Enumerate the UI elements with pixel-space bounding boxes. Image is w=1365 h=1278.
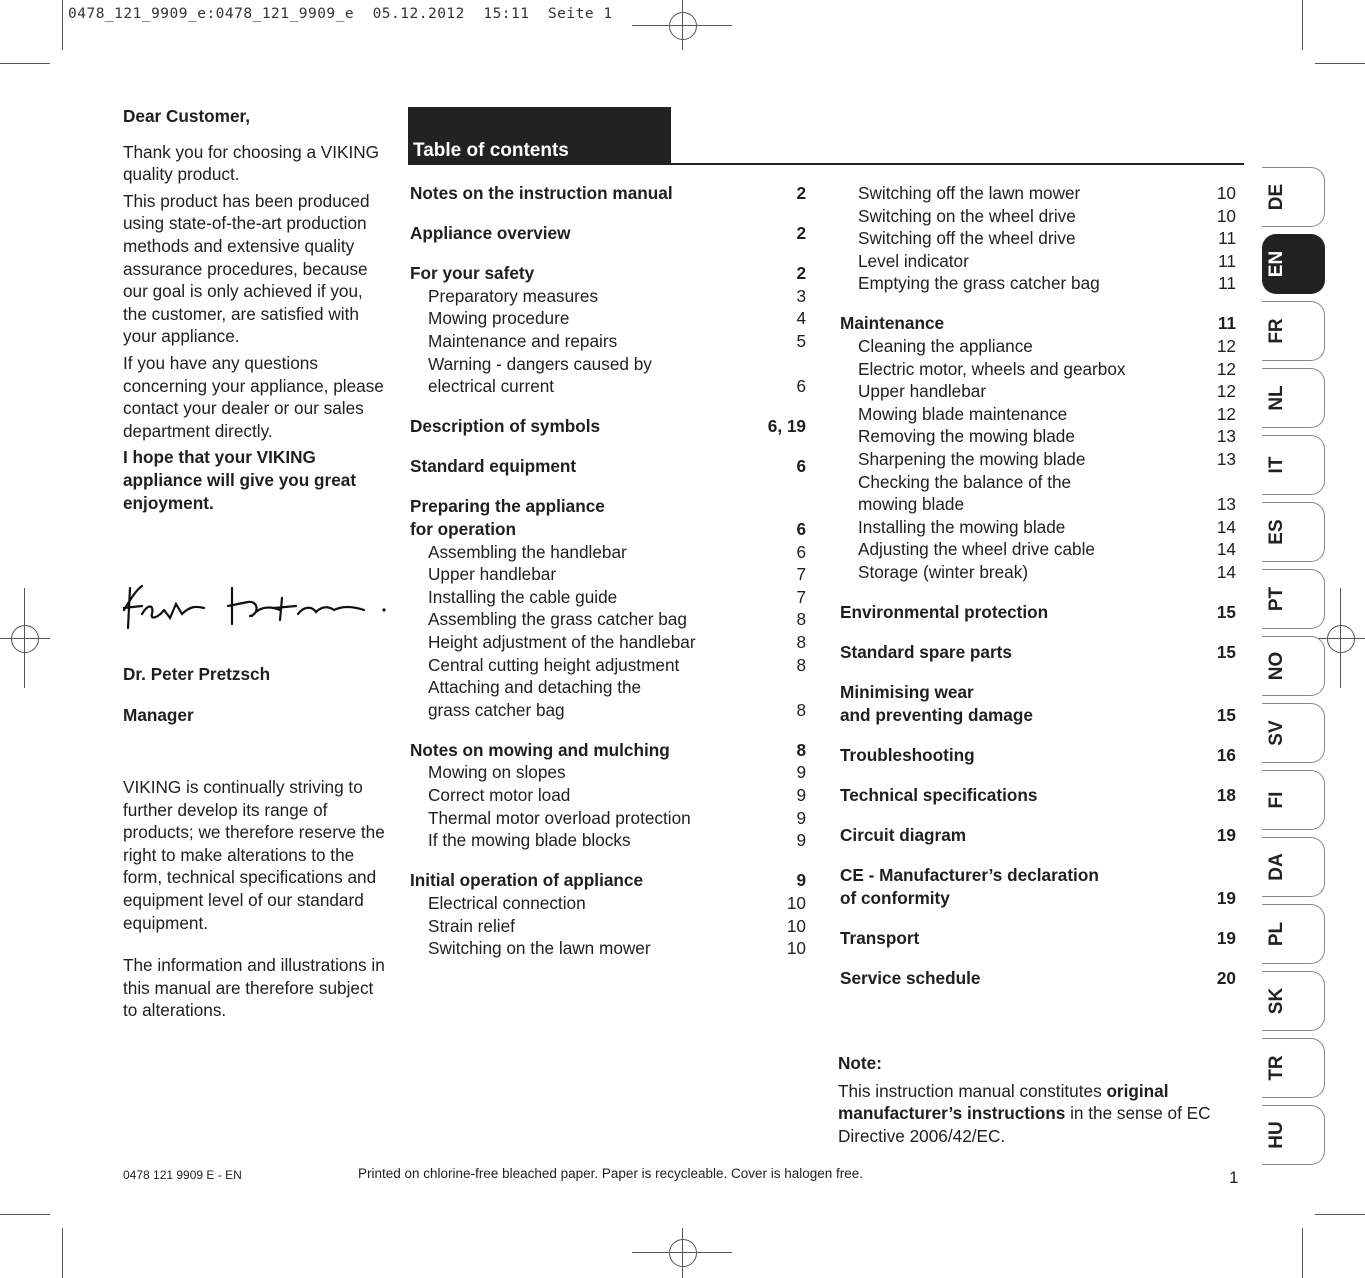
toc-gap bbox=[410, 398, 806, 416]
toc-entry-title: Notes on mowing and mulching bbox=[410, 739, 670, 760]
greeting: Dear Customer, bbox=[123, 106, 251, 126]
toc-entry-title: Sharpening the mowing blade bbox=[858, 449, 1086, 470]
toc-subentry[interactable] bbox=[410, 307, 806, 330]
language-tabs bbox=[1262, 167, 1326, 1172]
toc-entry-title: Correct motor load bbox=[428, 785, 571, 806]
toc-subentry[interactable] bbox=[840, 380, 1236, 403]
toc-subentry[interactable] bbox=[840, 358, 1236, 381]
toc-entry-title: Checking the balance of the bbox=[858, 471, 1072, 492]
toc-section-entry[interactable] bbox=[840, 704, 1236, 727]
toc-entry-title: Transport bbox=[840, 927, 920, 948]
toc-entry-title: Switching on the lawn mower bbox=[428, 938, 651, 959]
toc-entry-title: Mowing procedure bbox=[428, 308, 570, 329]
language-tab-label: HU bbox=[1266, 1121, 1287, 1149]
language-tab-fi[interactable] bbox=[1262, 770, 1325, 830]
note-title: Note: bbox=[838, 1053, 882, 1073]
toc-subentry[interactable] bbox=[410, 563, 806, 586]
toc-section-entry[interactable] bbox=[840, 864, 1236, 887]
disclaimer-paragraph: The information and illustrations in this manual are therefore subject to alterations. bbox=[123, 955, 385, 1021]
language-tab-label: TR bbox=[1266, 1055, 1287, 1081]
toc-entry-title: Level indicator bbox=[858, 250, 969, 271]
toc-entry-title: Upper handlebar bbox=[858, 381, 987, 402]
language-tab-label: DA bbox=[1266, 853, 1287, 881]
toc-subentry[interactable] bbox=[410, 654, 806, 677]
toc-gap bbox=[840, 664, 1236, 682]
toc-subentry[interactable] bbox=[410, 285, 806, 308]
toc-gap bbox=[840, 726, 1236, 744]
toc-entry-page: 13 bbox=[1216, 494, 1236, 515]
toc-entry-page: 11 bbox=[1217, 313, 1236, 334]
intro-column bbox=[123, 105, 388, 518]
toc-entry-title: Mowing on slopes bbox=[428, 762, 566, 783]
toc-entry-title: Removing the mowing blade bbox=[858, 426, 1075, 447]
toc-entry-page: 20 bbox=[1216, 968, 1236, 989]
signer-block bbox=[123, 663, 388, 730]
note-text-a: This instruction manual constitutes bbox=[838, 1080, 1107, 1101]
toc-title: Table of contents bbox=[413, 140, 569, 161]
toc-section-entry[interactable] bbox=[410, 495, 806, 518]
toc-entry-title: Upper handlebar bbox=[428, 564, 557, 585]
language-tab-label: SV bbox=[1266, 720, 1287, 746]
toc-entry-title: grass catcher bag bbox=[428, 699, 565, 720]
toc-subentry[interactable] bbox=[410, 608, 806, 631]
disclaimer-block bbox=[123, 776, 388, 1026]
toc-entry-title: Mowing blade maintenance bbox=[858, 403, 1068, 424]
toc-subentry[interactable] bbox=[840, 561, 1236, 584]
toc-entry-title: and preventing damage bbox=[840, 704, 1033, 725]
signer-name: Dr. Peter Pretzsch bbox=[123, 664, 271, 684]
language-tab-label: DE bbox=[1266, 183, 1287, 211]
toc-entry-page: 9 bbox=[796, 870, 806, 891]
toc-entry-title: Preparing the appliance bbox=[410, 496, 605, 517]
toc-entry-page: 8 bbox=[796, 632, 806, 652]
toc-section-entry[interactable] bbox=[410, 455, 806, 478]
toc-entry-page: 13 bbox=[1216, 426, 1236, 447]
toc-subentry[interactable] bbox=[410, 761, 806, 784]
toc-entry-page: 10 bbox=[1216, 183, 1236, 203]
toc-entry-page: 14 bbox=[1216, 562, 1236, 582]
toc-entry-title: If the mowing blade blocks bbox=[428, 830, 631, 851]
toc-entry-title: Central cutting height adjustment bbox=[428, 654, 680, 675]
toc-gap bbox=[840, 847, 1236, 865]
toc-entry-page: 19 bbox=[1216, 887, 1236, 908]
toc-entry-title: Adjusting the wheel drive cable bbox=[858, 539, 1095, 560]
toc-entry-page: 14 bbox=[1216, 516, 1236, 537]
language-tab-no[interactable] bbox=[1262, 636, 1325, 696]
intro-paragraph: This product has been produced using state-of-the-art production methods and extensive quality assurance procedures, because our goal is only achieved if you, the customer, are satisfied with your appliance. bbox=[123, 190, 370, 347]
toc-gap bbox=[410, 245, 806, 263]
toc-section-entry[interactable] bbox=[840, 927, 1236, 950]
toc-subentry[interactable] bbox=[840, 516, 1236, 539]
toc-entry-page: 3 bbox=[796, 285, 806, 306]
toc-entry-title: electrical current bbox=[428, 376, 555, 397]
toc-entry-title: Initial operation of appliance bbox=[410, 870, 644, 891]
toc-subentry[interactable] bbox=[840, 471, 1236, 494]
toc-entry-page: 13 bbox=[1216, 449, 1236, 470]
toc-entry-title: Maintenance bbox=[840, 313, 945, 334]
toc-section-entry[interactable] bbox=[840, 887, 1236, 910]
note-text-b: original manufacturer’s instructions bbox=[838, 1080, 1169, 1124]
language-tab-hu[interactable] bbox=[1262, 1105, 1325, 1165]
toc-subentry[interactable] bbox=[840, 403, 1236, 426]
toc-gap bbox=[840, 767, 1236, 785]
toc-entry-title: Electrical connection bbox=[428, 892, 586, 913]
toc-entry-title: Electric motor, wheels and gearbox bbox=[858, 358, 1126, 379]
toc-subentry[interactable] bbox=[840, 538, 1236, 561]
toc-section-entry[interactable] bbox=[840, 641, 1236, 664]
toc-entry-title: Appliance overview bbox=[410, 223, 571, 244]
toc-subentry[interactable] bbox=[410, 892, 806, 915]
toc-section-entry[interactable] bbox=[410, 415, 806, 438]
toc-entry-title: Notes on the instruction manual bbox=[410, 183, 673, 203]
toc-subentry[interactable] bbox=[410, 784, 806, 807]
toc-entry-title: For your safety bbox=[410, 263, 535, 284]
toc-section-entry[interactable] bbox=[840, 681, 1236, 704]
toc-entry-page: 15 bbox=[1216, 642, 1236, 663]
toc-entry-page: 11 bbox=[1218, 250, 1236, 271]
toc-subentry[interactable] bbox=[410, 915, 806, 938]
toc-section-entry[interactable] bbox=[840, 744, 1236, 767]
toc-entry-page: 6 bbox=[796, 541, 806, 562]
toc-section-entry[interactable] bbox=[410, 262, 806, 285]
toc-gap bbox=[840, 624, 1236, 642]
toc-entry-page: 6 bbox=[796, 376, 806, 397]
toc-entry-title: Cleaning the appliance bbox=[858, 336, 1033, 357]
toc-entry-page: 10 bbox=[786, 915, 806, 936]
toc-entry-page: 14 bbox=[1216, 539, 1236, 560]
toc-subentry[interactable] bbox=[840, 250, 1236, 273]
toc-entry-title: Attaching and detaching the bbox=[428, 677, 642, 698]
toc-subentry[interactable] bbox=[840, 227, 1236, 250]
toc-entry-page: 12 bbox=[1216, 358, 1236, 379]
document-code: 0478 121 9909 E - EN bbox=[123, 1168, 242, 1182]
toc-entry-title: Warning - dangers caused by bbox=[428, 353, 652, 374]
toc-entry-page: 8 bbox=[796, 739, 806, 760]
toc-entry-page: 10 bbox=[786, 938, 806, 959]
toc-entry-page: 19 bbox=[1216, 825, 1236, 846]
note-text-c: in the sense of EC Directive 2006/42/EC. bbox=[838, 1103, 1211, 1146]
toc-entry-title: Standard spare parts bbox=[840, 642, 1012, 663]
toc-gap bbox=[840, 584, 1236, 602]
toc-subentry[interactable] bbox=[410, 586, 806, 609]
language-tab-da[interactable] bbox=[1262, 837, 1325, 897]
toc-entry-title: Maintenance and repairs bbox=[428, 330, 618, 351]
toc-entry-page: 2 bbox=[796, 183, 806, 203]
language-tab-pt[interactable] bbox=[1262, 569, 1325, 629]
toc-entry-page: 4 bbox=[796, 308, 806, 329]
toc-entry-page: 15 bbox=[1216, 704, 1236, 725]
toc-entry-title: Environmental protection bbox=[840, 602, 1049, 623]
toc-subentry[interactable] bbox=[840, 448, 1236, 471]
toc-entry-title: Minimising wear bbox=[840, 682, 974, 703]
toc-entry-page: 8 bbox=[796, 609, 806, 630]
toc-section-entry[interactable] bbox=[840, 967, 1236, 990]
signature-image bbox=[120, 580, 390, 635]
toc-entry-page: 7 bbox=[796, 586, 806, 607]
language-tab-nl[interactable] bbox=[1262, 368, 1325, 428]
language-tab-label: NL bbox=[1266, 385, 1287, 411]
toc-entry-title: of conformity bbox=[840, 887, 950, 908]
toc-subentry[interactable] bbox=[410, 375, 806, 398]
toc-entry-page: 15 bbox=[1216, 602, 1236, 623]
toc-subentry[interactable] bbox=[410, 541, 806, 564]
toc-subentry[interactable] bbox=[840, 205, 1236, 228]
language-tab-fr[interactable] bbox=[1262, 301, 1325, 361]
toc-entry-title: mowing blade bbox=[858, 494, 965, 515]
toc-entry-title: Assembling the grass catcher bag bbox=[428, 609, 687, 630]
toc-entry-title: for operation bbox=[410, 519, 516, 540]
toc-section-entry[interactable] bbox=[840, 784, 1236, 807]
toc-subentry[interactable] bbox=[840, 493, 1236, 516]
toc-entry-page: 6 bbox=[796, 456, 806, 477]
toc-entry-title: Installing the mowing blade bbox=[858, 516, 1066, 537]
toc-gap bbox=[410, 852, 806, 870]
toc-section-entry[interactable] bbox=[410, 869, 806, 892]
language-tab-label: ES bbox=[1266, 519, 1287, 545]
toc-entry-page: 10 bbox=[1216, 205, 1236, 226]
toc-subentry[interactable] bbox=[410, 829, 806, 852]
paper-note: Printed on chlorine-free bleached paper. Paper is recycleable. Cover is halogen free. bbox=[358, 1166, 864, 1181]
language-tab-sv[interactable] bbox=[1262, 703, 1325, 763]
note-block bbox=[838, 1052, 1238, 1147]
toc-entry-title: Technical specifications bbox=[840, 785, 1038, 806]
language-tab-tr[interactable] bbox=[1262, 1038, 1325, 1098]
toc-entry-page: 12 bbox=[1216, 336, 1236, 357]
toc-entry-page: 9 bbox=[796, 762, 806, 783]
toc-entry-page: 19 bbox=[1216, 927, 1236, 948]
toc-entry-title: Standard equipment bbox=[410, 456, 577, 477]
toc-entry-page: 8 bbox=[796, 654, 806, 675]
toc-entry-page: 11 bbox=[1218, 273, 1236, 294]
toc-entry-page: 11 bbox=[1218, 228, 1236, 249]
toc-entry-title: Switching off the wheel drive bbox=[858, 228, 1076, 249]
toc-entry-page: 2 bbox=[796, 223, 806, 244]
toc-subentry[interactable] bbox=[840, 335, 1236, 358]
toc-entry-page: 7 bbox=[796, 564, 806, 585]
toc-entry-title: Assembling the handlebar bbox=[428, 541, 627, 562]
toc-gap bbox=[410, 478, 806, 496]
toc-entry-title: Height adjustment of the handlebar bbox=[428, 632, 696, 652]
toc-entry-title: Installing the cable guide bbox=[428, 586, 618, 607]
toc-gap bbox=[840, 807, 1236, 825]
toc-gap bbox=[840, 950, 1236, 968]
language-tab-label: PT bbox=[1266, 586, 1287, 612]
toc-entry-title: Preparatory measures bbox=[428, 285, 599, 306]
toc-entry-page: 2 bbox=[796, 263, 806, 284]
note-text bbox=[838, 1080, 1238, 1148]
toc-entry-page: 9 bbox=[796, 785, 806, 806]
language-tab-label: FR bbox=[1266, 318, 1287, 344]
toc-entry-title: Service schedule bbox=[840, 968, 981, 989]
toc-section-entry[interactable] bbox=[410, 222, 806, 245]
toc-header bbox=[408, 107, 671, 165]
toc-subentry[interactable] bbox=[410, 676, 806, 699]
toc-right-column bbox=[840, 182, 1236, 990]
toc-entry-page: 12 bbox=[1216, 381, 1236, 402]
toc-subentry[interactable] bbox=[410, 807, 806, 830]
toc-rule bbox=[671, 163, 1244, 165]
language-tab-sk[interactable] bbox=[1262, 971, 1325, 1031]
language-tab-en[interactable] bbox=[1262, 234, 1325, 294]
signer-role: Manager bbox=[123, 704, 194, 725]
toc-entry-title: CE - Manufacturer’s declaration bbox=[840, 865, 1099, 886]
toc-entry-page: 9 bbox=[796, 807, 806, 828]
toc-entry-title: Description of symbols bbox=[410, 416, 601, 437]
toc-entry-page: 18 bbox=[1216, 785, 1236, 806]
language-tab-label: PL bbox=[1266, 921, 1287, 947]
toc-entry-page: 6 bbox=[796, 519, 806, 540]
toc-entry-page: 6, 19 bbox=[767, 416, 806, 437]
toc-entry-title: Circuit diagram bbox=[840, 825, 967, 846]
toc-entry-title: Storage (winter break) bbox=[858, 562, 1029, 582]
toc-entry-page: 10 bbox=[786, 892, 806, 913]
toc-subentry[interactable] bbox=[410, 353, 806, 376]
disclaimer-paragraph: VIKING is continually striving to further develop its range of products; we therefore reserve the right to make alterations to the form, technical specifications and equipment level of our standard equipment. bbox=[123, 777, 385, 933]
page-number: 1 bbox=[1229, 1168, 1239, 1187]
toc-left-column bbox=[410, 182, 806, 960]
toc-subentry[interactable] bbox=[840, 272, 1236, 295]
toc-gap bbox=[410, 438, 806, 456]
toc-entry-page: 5 bbox=[796, 330, 806, 351]
toc-section-entry[interactable] bbox=[410, 518, 806, 541]
toc-subentry[interactable] bbox=[410, 631, 806, 654]
toc-subentry[interactable] bbox=[840, 425, 1236, 448]
language-tab-es[interactable] bbox=[1262, 502, 1325, 562]
language-tab-label: SK bbox=[1266, 987, 1287, 1015]
toc-section-entry[interactable] bbox=[840, 601, 1236, 624]
closing-wish: I hope that your VIKING appliance will give you great enjoyment. bbox=[123, 447, 357, 513]
toc-section-entry[interactable] bbox=[840, 824, 1236, 847]
toc-gap bbox=[410, 205, 806, 223]
toc-section-entry[interactable] bbox=[410, 182, 806, 205]
language-tab-label: IT bbox=[1266, 456, 1287, 474]
toc-entry-title: Troubleshooting bbox=[840, 744, 975, 765]
printer-slug: 0478_121_9909_e:0478_121_9909_e 05.12.2012 15:11 Seite 1 bbox=[68, 6, 613, 22]
toc-section-entry[interactable] bbox=[410, 739, 806, 762]
toc-entry-page: 16 bbox=[1216, 744, 1236, 765]
toc-subentry[interactable] bbox=[840, 182, 1236, 205]
toc-entry-title: Switching off the lawn mower bbox=[858, 183, 1081, 203]
language-tab-label: NO bbox=[1266, 651, 1287, 681]
language-tab-it[interactable] bbox=[1262, 435, 1325, 495]
toc-subentry[interactable] bbox=[410, 699, 806, 722]
toc-entry-title: Emptying the grass catcher bag bbox=[858, 273, 1100, 294]
toc-gap bbox=[840, 909, 1236, 927]
toc-entry-title: Thermal motor overload protection bbox=[428, 807, 691, 828]
toc-entry-title: Switching on the wheel drive bbox=[858, 205, 1076, 226]
toc-gap bbox=[410, 721, 806, 739]
intro-paragraph: If you have any questions concerning your appliance, please contact your dealer or our sales department directly. bbox=[123, 352, 384, 441]
toc-subentry[interactable] bbox=[410, 330, 806, 353]
toc-entry-title: Strain relief bbox=[428, 915, 515, 936]
language-tab-de[interactable] bbox=[1262, 167, 1325, 227]
toc-entry-page: 9 bbox=[796, 830, 806, 851]
intro-paragraph: Thank you for choosing a VIKING quality product. bbox=[123, 141, 380, 185]
language-tab-label: EN bbox=[1266, 250, 1287, 278]
toc-gap bbox=[840, 295, 1236, 313]
toc-section-entry[interactable] bbox=[840, 312, 1236, 335]
toc-subentry[interactable] bbox=[410, 937, 806, 960]
language-tab-label: FI bbox=[1266, 791, 1287, 809]
language-tab-pl[interactable] bbox=[1262, 904, 1325, 964]
toc-entry-page: 8 bbox=[796, 699, 806, 720]
toc-entry-page: 12 bbox=[1216, 403, 1236, 424]
